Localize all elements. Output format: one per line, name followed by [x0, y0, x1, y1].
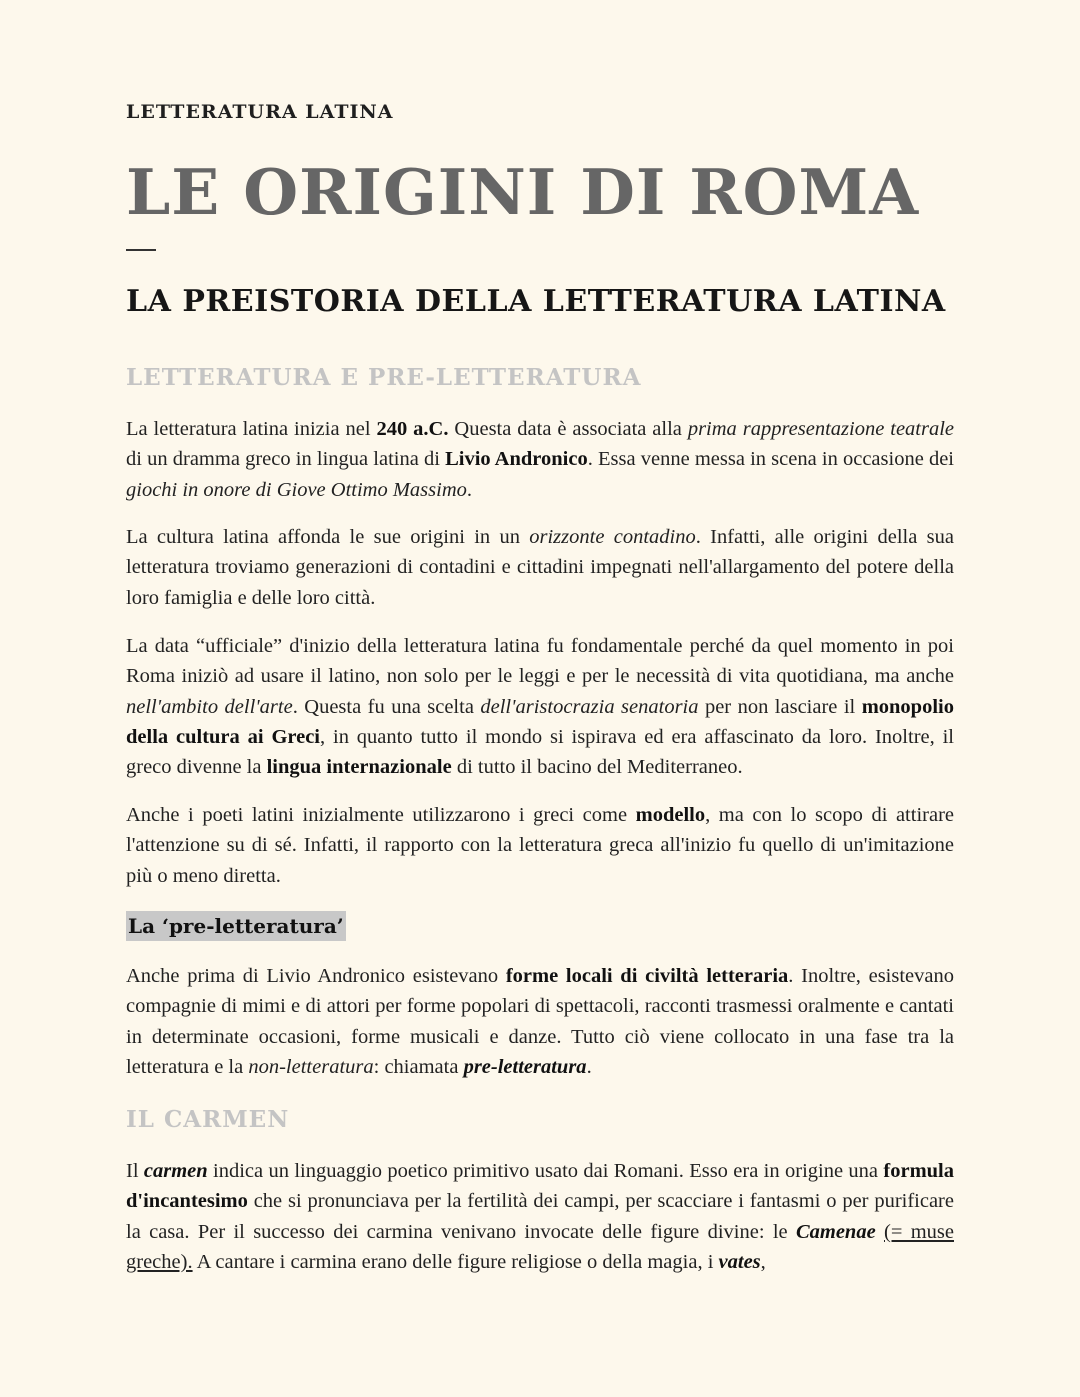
section-title-letteratura: LETTERATURA E PRE-LETTERATURA	[126, 364, 642, 391]
text-run: : chiamata	[373, 1055, 464, 1078]
paragraph-1	[126, 414, 954, 505]
bold-run: 240 a.C.	[376, 418, 449, 440]
bold-run: formula d'incantesimo	[126, 1160, 954, 1213]
title-divider	[126, 249, 156, 251]
bold-run: monopolio della cultura ai Greci	[126, 695, 954, 748]
bold-italic-run: pre-letteratura	[463, 1055, 587, 1078]
text-run: di un dramma greco in lingua latina di	[126, 448, 446, 471]
text-run: che si pronunciava per la fertilità dei campi, per scacciare i fantasmi o per purificare la casa. Per il successo dei carmina venivano invocate delle figure divine: le	[126, 1190, 954, 1243]
paragraph-3	[126, 631, 954, 782]
section-title-carmen: IL CARMEN	[126, 1106, 290, 1133]
text-run: . Inoltre, esistevano compagnie di mimi e di attori per forme popolari di spettacoli, racconti trasmessi oralmente e cantati in determinate occasioni, forme musicali e danze. Tutto ciò viene collocato in una fase tra la letteratura e la	[126, 965, 954, 1078]
paragraph-2	[126, 522, 954, 613]
text-run: Questa data è associata alla	[448, 418, 688, 440]
text-run: , ma con lo scopo di attirare l'attenzione su di sé. Infatti, il rapporto con la letteratura greca all'inizio fu quello di un'imitazione più o meno diretta.	[126, 804, 954, 887]
bold-italic-run: Camenae	[795, 1220, 876, 1243]
text-run: . Questa fu una scelta	[292, 695, 481, 718]
text-run: Anche prima di Livio Andronico esistevano	[126, 965, 506, 987]
page-title: LE ORIGINI DI ROMA	[126, 155, 920, 229]
text-run: . Infatti, alle origini della sua letteratura troviamo generazioni di contadini e cittadini impegnati nell'allargamento del potere della loro famiglia e delle loro città.	[126, 526, 954, 609]
text-run: .	[466, 478, 472, 501]
subject-label: LETTERATURA LATINA	[126, 101, 394, 123]
text-run: Il	[126, 1160, 144, 1182]
italic-run: orizzonte contadino	[529, 526, 696, 548]
italic-run: dell'aristocrazia senatoria	[480, 695, 699, 718]
text-run: ,	[760, 1250, 766, 1273]
text-run: Anche i poeti latini inizialmente utilizzarono i greci come	[126, 804, 636, 826]
text-run: , in quanto tutto il mondo si ispirava ed era affascinato da loro. Inoltre, il greco divenne la	[126, 725, 954, 779]
bold-italic-run: vates	[718, 1250, 761, 1273]
paragraph-5	[126, 961, 954, 1082]
paragraph-6	[126, 1156, 954, 1277]
text-run: indica un linguaggio poetico primitivo usato dai Romani. Esso era in origine una	[207, 1160, 884, 1182]
text-run: A cantare i carmina erano delle figure religiose o della magia, i	[192, 1250, 719, 1273]
bold-italic-run: carmen	[143, 1160, 208, 1182]
bold-run: modello	[635, 804, 706, 826]
text-run: La letteratura latina inizia nel	[126, 418, 377, 440]
italic-run: nell'ambito dell'arte	[126, 695, 293, 718]
text-run: La data “ufficiale” d'inizio della letteratura latina fu fondamentale perché da quel momento in poi Roma iniziò ad usare il latino, non solo per le leggi e per le necessità di vita quotidiana, ma anche	[126, 635, 954, 688]
text-run: .	[586, 1055, 592, 1078]
text-run: per non lasciare il	[698, 695, 862, 718]
chapter-title: LA PREISTORIA DELLA LETTERATURA LATINA	[126, 284, 946, 319]
text-run	[876, 1221, 884, 1243]
italic-run: giochi in onore di Giove Ottimo Massimo	[126, 478, 467, 501]
underlined-run: (= muse greche).	[126, 1220, 954, 1273]
italic-run: non-letteratura	[248, 1055, 374, 1078]
bold-run: forme locali di civiltà letteraria	[505, 965, 789, 987]
bold-run: Livio Andronico	[445, 448, 588, 471]
highlighted-subheading: La ‘pre-letteratura’	[126, 911, 346, 941]
bold-run: lingua internazionale	[266, 756, 452, 779]
text-run: . Essa venne messa in scena in occasione dei	[587, 448, 954, 471]
paragraph-4	[126, 800, 954, 891]
italic-run: prima rappresentazione teatrale	[687, 418, 955, 440]
text-run: di tutto il bacino del Mediterraneo.	[451, 756, 743, 779]
text-run: La cultura latina affonda le sue origini in un	[126, 526, 530, 548]
